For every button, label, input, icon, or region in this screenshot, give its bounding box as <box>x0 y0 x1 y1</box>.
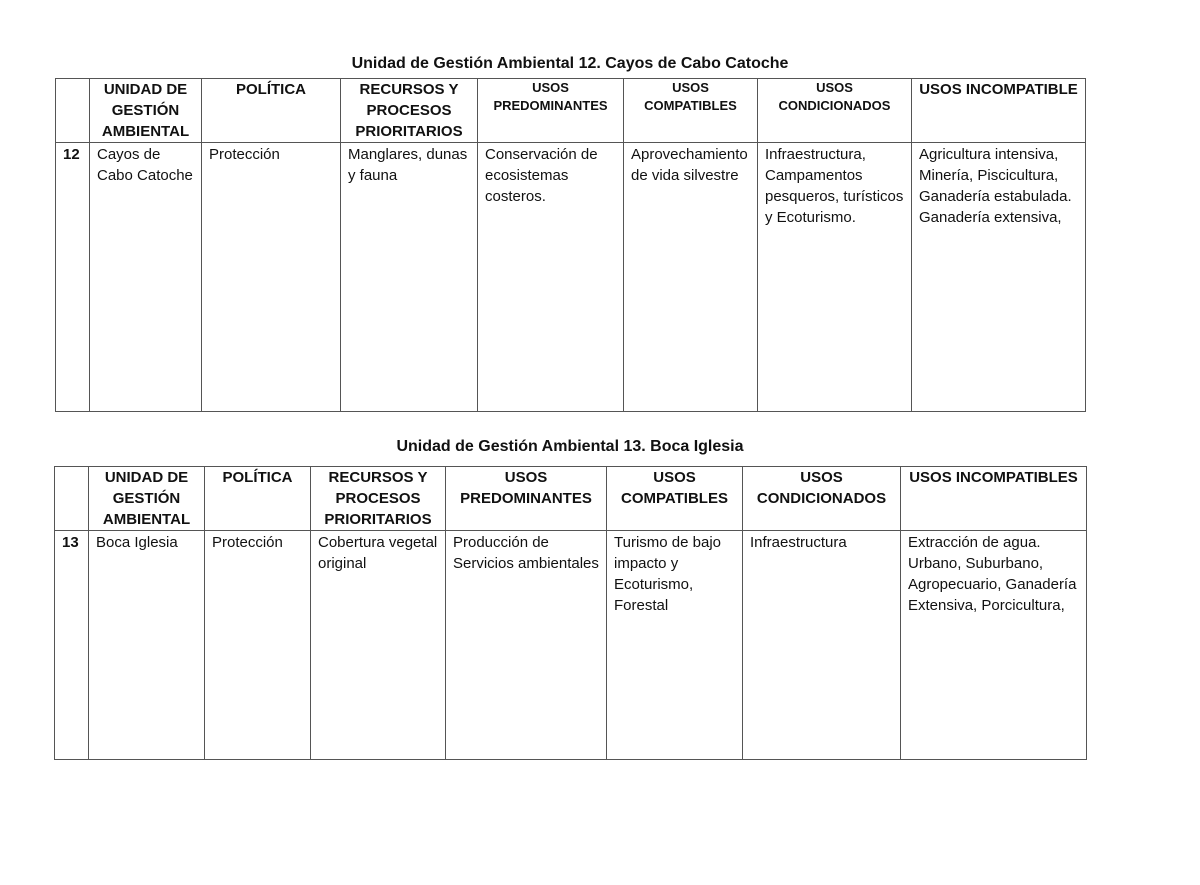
header-usos-incompatibles: USOS INCOMPATIBLES <box>901 467 1087 531</box>
table-row <box>55 531 1087 760</box>
cell-usos-incompatibles: Extracción de agua. Urbano, Suburbano, Agropecuario, Ganadería Extensiva, Porcicultura, <box>901 531 1087 760</box>
cell-unidad: Cayos de Cabo Catoche <box>90 143 202 412</box>
cell-unidad: Boca Iglesia <box>89 531 205 760</box>
header-recursos: RECURSOS Y PROCESOS PRIORITARIOS <box>311 467 446 531</box>
cell-usos-predominantes: Conservación de ecosistemas costeros. <box>478 143 624 412</box>
cell-politica: Protección <box>205 531 311 760</box>
header-usos-compatibles: USOS COMPATIBLES <box>607 467 743 531</box>
header-unidad: UNIDAD DE GESTIÓN AMBIENTAL <box>90 79 202 143</box>
header-recursos: RECURSOS Y PROCESOS PRIORITARIOS <box>341 79 478 143</box>
header-number <box>56 79 90 143</box>
header-unidad: UNIDAD DE GESTIÓN AMBIENTAL <box>89 467 205 531</box>
header-usos-compatibles: USOS COMPATIBLES <box>624 79 758 143</box>
header-usos-condicionados: USOS CONDICIONADOS <box>758 79 912 143</box>
cell-usos-compatibles: Aprovechamiento de vida silvestre <box>624 143 758 412</box>
cell-usos-condicionados: Infraestructura <box>743 531 901 760</box>
incompatible-line-2: Ganadería extensiva, <box>919 209 1062 226</box>
cell-number: 13 <box>55 531 89 760</box>
header-number <box>55 467 89 531</box>
table2-title: Unidad de Gestión Ambiental 13. Boca Iglesia <box>396 438 744 455</box>
header-usos-condicionados: USOS CONDICIONADOS <box>743 467 901 531</box>
cell-politica: Protección <box>202 143 341 412</box>
table-row <box>56 143 1086 412</box>
cell-recursos: Cobertura vegetal original <box>311 531 446 760</box>
uga-12-table <box>55 78 1086 412</box>
cell-usos-condicionados: Infraestructura, Campamentos pesqueros, turísticos y Ecoturismo. <box>758 143 912 412</box>
cell-number: 12 <box>56 143 90 412</box>
header-usos-predominantes: USOS PREDOMINANTES <box>446 467 607 531</box>
header-usos-incompatible: USOS INCOMPATIBLE <box>912 79 1086 143</box>
cell-recursos: Manglares, dunas y fauna <box>341 143 478 412</box>
cell-usos-incompatible <box>912 143 1086 412</box>
table-header-row <box>55 467 1087 531</box>
table1-title: Unidad de Gestión Ambiental 12. Cayos de Cabo Catoche <box>351 55 789 72</box>
cell-usos-compatibles: Turismo de bajo impacto y Ecoturismo, Forestal <box>607 531 743 760</box>
header-usos-predominantes: USOS PREDOMINANTES <box>478 79 624 143</box>
table-header-row <box>56 79 1086 143</box>
uga-13-table <box>54 466 1087 760</box>
header-politica: POLÍTICA <box>202 79 341 143</box>
cell-usos-predominantes: Producción de Servicios ambientales <box>446 531 607 760</box>
incompatible-line-1: Agricultura intensiva, Minería, Piscicultura, Ganadería estabulada. <box>919 146 1072 205</box>
header-politica: POLÍTICA <box>205 467 311 531</box>
